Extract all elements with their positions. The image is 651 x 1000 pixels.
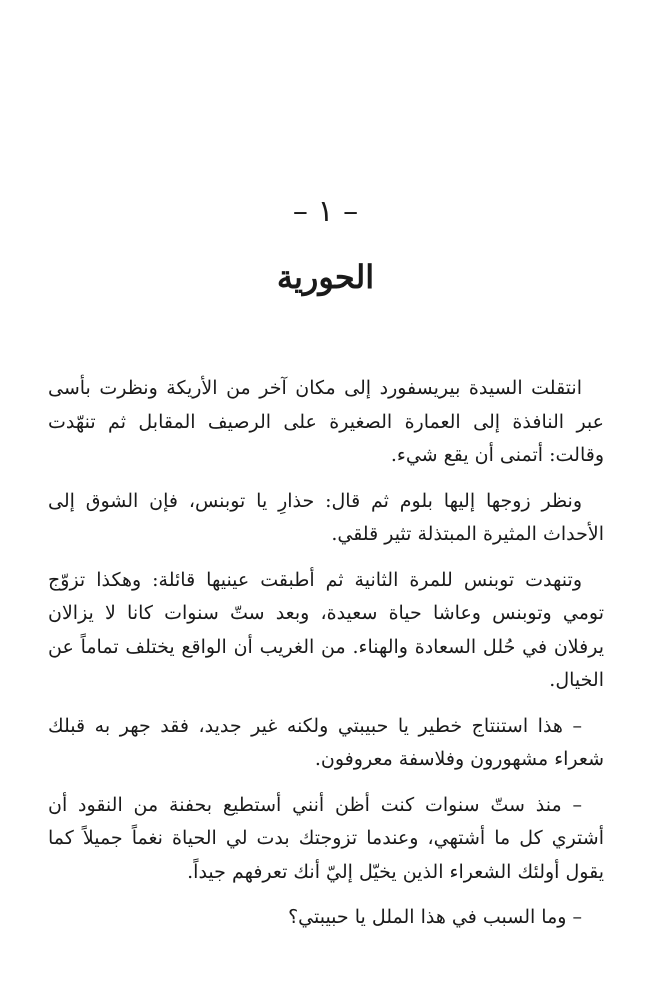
paragraph: – وما السبب في هذا الملل يا حبيبتي؟ [288,906,582,928]
paragraph: ونظر زوجها إليها بلوم ثم قال: حذارِ يا توبنس، فإن الشوق إلى الأحداث المثيرة المبتذلة تثير قلقي. [48,489,604,545]
chapter-title: الحورية [276,258,375,296]
chapter-body [48,372,604,947]
chapter-number: – ١ – [292,194,359,229]
paragraph: وتنهدت توبنس للمرة الثانية ثم أطبقت عينيها قائلة: وهكذا تزوّج تومي وتوبنس وعاشا حياة سعيدة، وبعد ستّ سنوات كانا لا يزالان يرفلان في حُلل السعادة والهناء. من الغريب أن الواقع يختلف تماماً عن الخيال. [48,568,604,691]
paragraph: انتقلت السيدة بيريسفورد إلى مكان آخر من الأريكة ونظرت بأسى عبر النافذة إلى العمارة الصغيرة على الرصيف المقابل ثم تنهّدت وقالت: أتمنى أن يقع شيء. [48,377,604,466]
paragraph: – هذا استنتاج خطير يا حبيبتي ولكنه غير جديد، فقد جهر به قبلك شعراء مشهورون وفلاسفة معروفون. [48,714,604,770]
paragraph: – منذ ستّ سنوات كنت أظن أنني أستطيع بحفنة من النقود أن أشتري كل ما أشتهي، وعندما تزوجتك بدت لي الحياة نغماً جميلاً كما يقول أولئك الشعراء الذين يخيّل إليّ أنك تعرفهم جيداً. [48,793,604,883]
